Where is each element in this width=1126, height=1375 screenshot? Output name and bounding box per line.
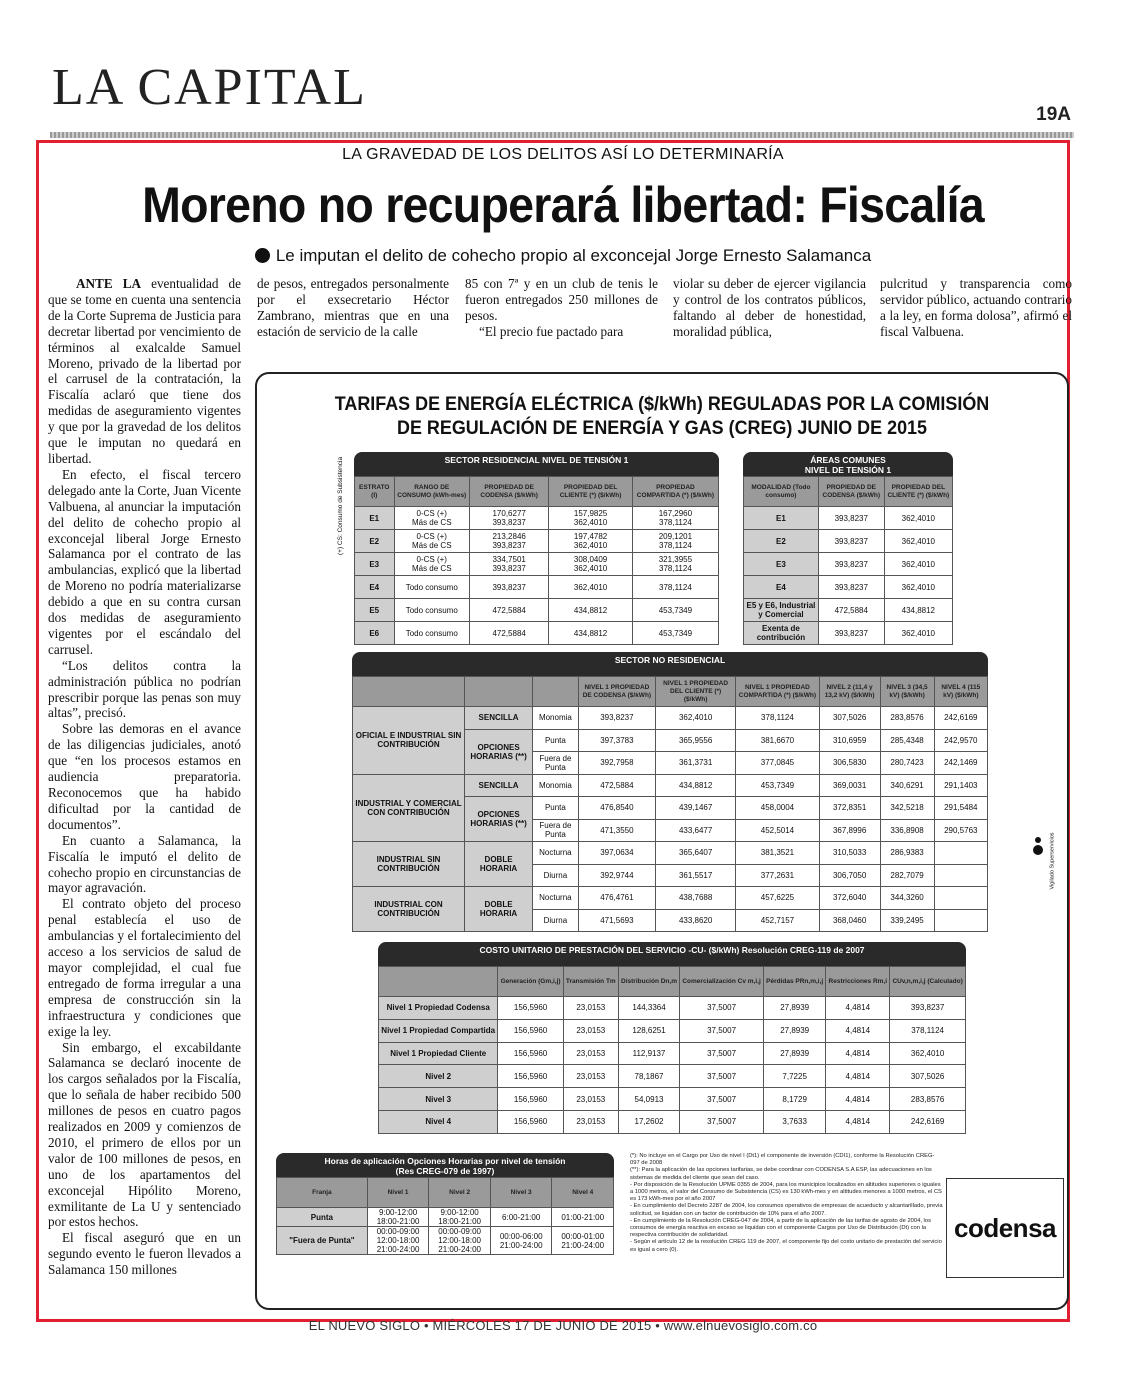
tariff-title: [289, 392, 1034, 440]
hours-table: [276, 1153, 614, 1255]
table-cell: 37,5007: [680, 1065, 764, 1088]
table-cell: 365,9556: [656, 729, 736, 752]
article-headline: Moreno no recuperará libertad: Fiscalía: [142, 177, 984, 233]
table-cell: [934, 864, 987, 887]
table-cell: 361,5517: [656, 864, 736, 887]
table-row: [744, 576, 953, 599]
table-cell: Diurna: [533, 909, 579, 932]
column-header: Nivel 2: [429, 1178, 491, 1208]
table-row: [355, 576, 719, 599]
table-cell: 6:00-21:00: [490, 1208, 552, 1227]
table-cell: 362,4010: [656, 707, 736, 730]
lead-text: eventualidad de que se tome en cuenta una sentencia de la Corte Suprema de Justicia para decretar libertad por vencimiento de términos al exalcalde Samuel Moreno, privado de la libertad por el carrusel de la contratación, la Fiscalía aclaró que tiene dos medidas de aseguramiento vigentes y que por la gravedad de los delitos que le imputan no quedará en libertad.: [48, 276, 241, 466]
table-cell: E2: [744, 530, 819, 553]
table-cell: 397,3783: [578, 729, 655, 752]
article-paragraph: pulcritud y transparencia como servidor público, actuando contrario a la ley, en forma dolosa”, afirmó el fiscal Valbuena.: [880, 276, 1072, 339]
column-header: ESTRATO (I): [355, 477, 395, 507]
option-label: OPCIONES HORARIAS (**): [465, 729, 533, 774]
table-cell: 334,7501 393,8237: [470, 553, 549, 576]
table-cell: 286,9383: [880, 842, 934, 865]
table-cell: 167,2960 378,1124: [632, 507, 718, 530]
column-header: MODALIDAD (Todo consumo): [744, 477, 819, 507]
column-header: [465, 677, 533, 707]
table-cell: 242,9570: [934, 729, 987, 752]
option-label: SENCILLA: [465, 707, 533, 730]
table-cell: 438,7688: [656, 887, 736, 910]
column-header: PROPIEDAD DEL CLIENTE (*) ($/kWh): [549, 477, 632, 507]
table-row: [277, 1227, 614, 1255]
newspaper-masthead: LA CAPITAL: [52, 59, 367, 116]
table-cell: Todo consumo: [394, 576, 470, 599]
table-cell: 0-CS (+) Más de CS: [394, 530, 470, 553]
article-column-4: [673, 276, 866, 342]
table-cell: 54,0913: [618, 1088, 679, 1111]
table-cell: 00:00-09:00 12:00-18:00 21:00-24:00: [367, 1227, 429, 1255]
table-cell: 453,7349: [632, 622, 718, 645]
table-cell: 306,5830: [819, 752, 880, 775]
table-cell: 242,6169: [934, 707, 987, 730]
article-column-2: [257, 276, 449, 342]
table-cell: 156,5960: [498, 1042, 563, 1065]
table-cell: 393,8237: [470, 576, 549, 599]
column-header: NIVEL 1 PROPIEDAD DEL CLIENTE (*) ($/kWh): [656, 677, 736, 707]
sector-label: INDUSTRIAL Y COMERCIAL CON CONTRIBUCIÓN: [353, 774, 465, 842]
table-cell: 9:00-12:00 18:00-21:00: [429, 1208, 491, 1227]
table-cell: 285,4348: [880, 729, 934, 752]
article-column-1: [48, 276, 241, 1310]
table-cell: 344,3260: [880, 887, 934, 910]
table-cell: 156,5960: [498, 1110, 563, 1133]
table-cell: Punta: [533, 729, 579, 752]
article-paragraph: violar su deber de ejercer vigilancia y control de los contratos públicos, faltando al deber de honestidad, moralidad pública,: [673, 276, 866, 339]
non-residential-table: [352, 652, 988, 932]
table-cell: 381,3521: [736, 842, 819, 865]
tariff-notes: [630, 1153, 944, 1254]
table-cell: Monomia: [533, 707, 579, 730]
sector-label: OFICIAL E INDUSTRIAL SIN CONTRIBUCIÓN: [353, 707, 465, 775]
table-cell: Nivel 1 Propiedad Cliente: [379, 1042, 498, 1065]
table-cell: 4,4814: [826, 1110, 890, 1133]
table-cell: E6: [355, 622, 395, 645]
table-cell: 3,7633: [763, 1110, 825, 1133]
table-cell: 362,4010: [884, 622, 952, 645]
table-cell: E4: [355, 576, 395, 599]
column-header: [533, 677, 579, 707]
table-row: [355, 599, 719, 622]
table-cell: 452,7157: [736, 909, 819, 932]
article-paragraph: En cuanto a Salamanca, la Fiscalía le imputó el delito de cohecho propio en circunstancias de mayor agravación.: [48, 832, 241, 896]
lead-caps: ANTE LA: [76, 276, 142, 291]
column-header: Nivel 1: [367, 1178, 429, 1208]
bullet-icon: [255, 248, 270, 263]
table-cell: 242,6169: [890, 1110, 966, 1133]
column-header: Comercialización Cv m,i,j: [680, 967, 764, 997]
table-cell: 00:00-01:00 21:00-24:00: [552, 1227, 614, 1255]
column-header: NIVEL 2 (11,4 y 13,2 kV) ($/kWh): [819, 677, 880, 707]
table-cell: 452,5014: [736, 819, 819, 842]
subhead-text: Le imputan el delito de cohecho propio al exconcejal Jorge Ernesto Salamanca: [275, 246, 872, 265]
table-cell: 362,4010: [549, 576, 632, 599]
table-cell: 310,6959: [819, 729, 880, 752]
table-cell: 4,4814: [826, 1042, 890, 1065]
table-cell: 453,7349: [736, 774, 819, 797]
table-cell: 209,1201 378,1124: [632, 530, 718, 553]
page-number: 19A: [1036, 104, 1071, 125]
table-cell: 144,3364: [618, 997, 679, 1020]
column-header: PROPIEDAD DEL CLIENTE (*) ($/kWh): [884, 477, 952, 507]
table-row: [379, 1019, 966, 1042]
table-row: [379, 1042, 966, 1065]
table-cell: 377,0845: [736, 752, 819, 775]
table-cell: 00:00-09:00 12:00-18:00 21:00-24:00: [429, 1227, 491, 1255]
table-cell: 342,5218: [880, 797, 934, 820]
table-cell: 362,4010: [890, 1042, 966, 1065]
table-cell: E4: [744, 576, 819, 599]
table-row: [353, 842, 988, 865]
article-paragraph: “Los delitos contra la administración pública no podrían prescribir porque las penas son muy altas”, precisó.: [48, 657, 241, 721]
table-cell: 476,8540: [578, 797, 655, 820]
table-cell: 283,8576: [880, 707, 934, 730]
note-line: - En cumplimiento de la Resolución CREG-047 de 2004, a partir de la aplicación de las tarifas de agosto de 2004, los consumos de energía reactiva en exceso se liquidan con el componente Cargos por Uso de Distribución (Dt) con la respectiva contribución de solidaridad.: [630, 1217, 931, 1239]
table-cell: "Fuera de Punta": [277, 1227, 368, 1255]
vigilado-text: Vigilado Superservicios: [1049, 832, 1056, 890]
table-cell: 433,8620: [656, 909, 736, 932]
table-cell: 00:00-06:00 21:00-24:00: [490, 1227, 552, 1255]
article-subhead: [0, 246, 1126, 266]
table-cell: 378,1124: [890, 1019, 966, 1042]
table-caption: Horas de aplicación Opciones Horarias por nivel de tensión (Res CREG-079 de 1997): [276, 1153, 614, 1177]
article-column-3: [465, 276, 658, 342]
table-cell: Punta: [277, 1208, 368, 1227]
table-cell: E1: [744, 507, 819, 530]
column-header: CUv,n,m,i,j (Calculado): [890, 967, 966, 997]
table-cell: 362,4010: [884, 507, 952, 530]
table-row: [379, 997, 966, 1020]
table-cell: 23,0153: [563, 1088, 618, 1111]
table-cell: 393,8237: [890, 997, 966, 1020]
table-cell: 472,5884: [470, 622, 549, 645]
table-cell: 156,5960: [498, 1088, 563, 1111]
table-cell: 434,8812: [549, 622, 632, 645]
table-cell: 367,8996: [819, 819, 880, 842]
table-cell: 9:00-12:00 18:00-21:00: [367, 1208, 429, 1227]
table-cell: 8,1729: [763, 1088, 825, 1111]
table-caption: ÁREAS COMUNES NIVEL DE TENSIÓN 1: [743, 452, 953, 476]
table-row: [355, 622, 719, 645]
unit-cost-table: [378, 942, 966, 1134]
table-cell: 368,0460: [819, 909, 880, 932]
common-areas-table: [743, 452, 953, 645]
table-cell: 170,6277 393,8237: [470, 507, 549, 530]
table-cell: 283,8576: [890, 1088, 966, 1111]
table-cell: 434,8812: [884, 599, 952, 622]
column-header: NIVEL 1 PROPIEDAD COMPARTIDA (*) ($/kWh): [736, 677, 819, 707]
table-cell: 307,5026: [890, 1065, 966, 1088]
table-cell: 434,8812: [549, 599, 632, 622]
table-cell: 4,4814: [826, 1019, 890, 1042]
table-cell: Fuera de Punta: [533, 819, 579, 842]
table-cell: 280,7423: [880, 752, 934, 775]
table-cell: 362,4010: [884, 553, 952, 576]
table-cell: 369,0031: [819, 774, 880, 797]
table-cell: 472,5884: [818, 599, 884, 622]
table-cell: 17,2602: [618, 1110, 679, 1133]
column-header: PROPIEDAD COMPARTIDA (*) ($/kWh): [632, 477, 718, 507]
table-row: [353, 774, 988, 797]
option-label: SENCILLA: [465, 774, 533, 797]
article-paragraph: de pesos, entregados personalmente por el exsecretario Héctor Zambrano, mientras que en una estación de servicio de la calle: [257, 276, 449, 339]
table-cell: Punta: [533, 797, 579, 820]
table-cell: 472,5884: [470, 599, 549, 622]
table-cell: Nocturna: [533, 887, 579, 910]
table-cell: 458,0004: [736, 797, 819, 820]
page-footer: EL NUEVO SIGLO • MIÉRCOLES 17 DE JUNIO DE 2015 • www.elnuevosiglo.com.co: [308, 1318, 818, 1333]
note-line: (**): Para la aplicación de las opciones tarifarias, se debe coordinar con CODENSA S.A ESP, las adecuaciones en los sistemas de medida del cliente que sean del caso.: [630, 1167, 932, 1181]
table-row: [355, 553, 719, 576]
table-cell: E5: [355, 599, 395, 622]
table-cell: 310,5033: [819, 842, 880, 865]
table-cell: 242,1469: [934, 752, 987, 775]
table-cell: E3: [744, 553, 819, 576]
table-cell: 23,0153: [563, 997, 618, 1020]
table-cell: 291,5484: [934, 797, 987, 820]
table-cell: 381,6670: [736, 729, 819, 752]
article-paragraph: El contrato objeto del proceso penal establecía el uso de ambulancias y el fortalecimiento del acceso a los servicios de salud de mayor complejidad, el cual fue entregado de forma irregular a una empresa de construcción sin la infraestructura y condiciones que exige la ley.: [48, 896, 241, 1039]
column-header: Franja: [277, 1178, 368, 1208]
table-cell: 339,2495: [880, 909, 934, 932]
table-cell: Exenta de contribución: [744, 622, 819, 645]
table-cell: E3: [355, 553, 395, 576]
table-cell: 27,8939: [763, 997, 825, 1020]
note-line: - Por disposición de la Resolución UPME 0355 de 2004, para los municipios localizados en altitudes superiores o iguales a 1000 metros, el valor del Consumo de Subsistencia (CS) es 130 kWh-mes y en altitudes menores a 1000 metros, el CS es 173 kWh-mes por el año 2007: [630, 1181, 942, 1203]
sector-label: INDUSTRIAL CON CONTRIBUCIÓN: [353, 887, 465, 932]
article-paragraph: “El precio fue pactado para: [479, 323, 624, 339]
table-cell: 37,5007: [680, 1110, 764, 1133]
table-cell: Nivel 3: [379, 1088, 498, 1111]
masthead-rule: [50, 132, 1074, 138]
table-cell: Nocturna: [533, 842, 579, 865]
table-cell: 362,4010: [884, 530, 952, 553]
option-label: OPCIONES HORARIAS (**): [465, 797, 533, 842]
table-cell: Nivel 4: [379, 1110, 498, 1133]
column-header: NIVEL 3 (34,5 kV) ($/kWh): [880, 677, 934, 707]
vigilado-logo: [1030, 832, 1056, 896]
subsistence-note: (+) CS: Consumo de Subsistencia: [337, 456, 344, 555]
column-header: Nivel 3: [490, 1178, 552, 1208]
table-row: [744, 530, 953, 553]
table-cell: E5 y E6, Industrial y Comercial: [744, 599, 819, 622]
table-cell: 37,5007: [680, 1042, 764, 1065]
table-cell: 439,1467: [656, 797, 736, 820]
table-row: [353, 707, 988, 730]
residential-table: [354, 452, 719, 645]
table-cell: [934, 887, 987, 910]
table-cell: 336,8908: [880, 819, 934, 842]
table-row: [744, 553, 953, 576]
table-cell: 392,7958: [578, 752, 655, 775]
table-cell: 457,6225: [736, 887, 819, 910]
table-cell: 128,6251: [618, 1019, 679, 1042]
table-cell: 307,5026: [819, 707, 880, 730]
column-header: Generación (Gm,i,j): [498, 967, 563, 997]
table-row: [744, 507, 953, 530]
article-paragraph: Sobre las demoras en el avance de las diligencias judiciales, anotó que “en los procesos estamos en audiencia preparatoria. Reconocemos que ha habido dificultad por la cantidad de documentos”.: [48, 721, 241, 832]
table-cell: 7,7225: [763, 1065, 825, 1088]
column-header: Nivel 4: [552, 1178, 614, 1208]
table-cell: E1: [355, 507, 395, 530]
table-cell: 197,4782 362,4010: [549, 530, 632, 553]
table-cell: 393,8237: [818, 622, 884, 645]
table-cell: 321,3955 378,1124: [632, 553, 718, 576]
article-kicker: LA GRAVEDAD DE LOS DELITOS ASÍ LO DETERMINARÍA: [342, 146, 784, 163]
table-cell: [934, 842, 987, 865]
table-cell: Fuera de Punta: [533, 752, 579, 775]
note-line: - Según el artículo 12 de la resolución CREG 119 de 2007, el componente fijo del costo unitario de prestación del servicio es igual a cero (0).: [630, 1239, 942, 1253]
table-caption: SECTOR NO RESIDENCIAL: [352, 652, 988, 676]
tariff-title-line: DE REGULACIÓN DE ENERGÍA Y GAS (CREG) JUNIO DE 2015: [396, 417, 928, 439]
article-paragraph: El fiscal aseguró que en un segundo evento le fueron llevados a Salamanca 150 millones: [48, 1230, 241, 1278]
table-cell: 397,0634: [578, 842, 655, 865]
option-label: DOBLE HORARIA: [465, 887, 533, 932]
table-cell: 157,9825 362,4010: [549, 507, 632, 530]
table-cell: E2: [355, 530, 395, 553]
column-header: NIVEL 1 PROPIEDAD DE CODENSA ($/kWh): [578, 677, 655, 707]
column-header: PROPIEDAD DE CODENSA ($/kWh): [818, 477, 884, 507]
table-cell: 37,5007: [680, 1088, 764, 1111]
table-cell: 0-CS (+) Más de CS: [394, 507, 470, 530]
table-cell: 393,8237: [818, 530, 884, 553]
table-cell: 37,5007: [680, 997, 764, 1020]
table-cell: 213,2846 393,8237: [470, 530, 549, 553]
table-cell: 308,0409 362,4010: [549, 553, 632, 576]
column-header: Transmisión Tm: [563, 967, 618, 997]
table-cell: 472,5884: [578, 774, 655, 797]
table-cell: Monomia: [533, 774, 579, 797]
column-header: NIVEL 4 (115 kV) ($/kWh): [934, 677, 987, 707]
column-header: Pérdidas PRn,m,i,j: [763, 967, 825, 997]
table-cell: 392,9744: [578, 864, 655, 887]
table-cell: Todo consumo: [394, 599, 470, 622]
table-row: [744, 622, 953, 645]
table-row: [277, 1208, 614, 1227]
table-cell: 78,1867: [618, 1065, 679, 1088]
codensa-logo: codensa: [946, 1178, 1064, 1278]
table-cell: 27,8939: [763, 1019, 825, 1042]
table-row: [744, 599, 953, 622]
option-label: DOBLE HORARIA: [465, 842, 533, 887]
table-cell: 362,4010: [884, 576, 952, 599]
tariff-title-line: TARIFAS DE ENERGÍA ELÉCTRICA ($/kWh) REGULADAS POR LA COMISIÓN: [334, 393, 990, 415]
table-cell: 378,1124: [632, 576, 718, 599]
table-cell: 471,3550: [578, 819, 655, 842]
article-paragraph: 85 con 7ª y en un club de tenis le fueron entregados 250 millones de pesos.: [465, 276, 658, 323]
column-header: [353, 677, 465, 707]
table-cell: 453,7349: [632, 599, 718, 622]
sector-label: INDUSTRIAL SIN CONTRIBUCIÓN: [353, 842, 465, 887]
column-header: PROPIEDAD DE CODENSA ($/kWh): [470, 477, 549, 507]
table-row: [355, 507, 719, 530]
table-cell: Nivel 2: [379, 1065, 498, 1088]
column-header: RANGO DE CONSUMO (kWh-mes): [394, 477, 470, 507]
table-cell: 306,7050: [819, 864, 880, 887]
table-cell: 290,5763: [934, 819, 987, 842]
table-cell: 291,1403: [934, 774, 987, 797]
table-cell: 393,8237: [818, 553, 884, 576]
note-line: (*): No incluye en el Cargo por Uso de nivel I (Dt1) el componente de inversión (CDI1), conforme la Resolución CREG-097 de 2008: [630, 1153, 935, 1167]
table-cell: 433,6477: [656, 819, 736, 842]
table-cell: 27,8939: [763, 1042, 825, 1065]
table-row: [379, 1088, 966, 1111]
table-cell: 365,6407: [656, 842, 736, 865]
note-line: - En cumplimiento del Decreto 2287 de 2004, los consumos operativos de empresas de acueducto y alcantarillado, previa solicitud, se liquidan con un factor de contribución de 10% para el año 2007.: [630, 1203, 943, 1217]
table-cell: 471,5693: [578, 909, 655, 932]
article-lead: [48, 276, 241, 467]
table-cell: 476,4761: [578, 887, 655, 910]
table-cell: 4,4814: [826, 997, 890, 1020]
table-cell: 156,5960: [498, 1065, 563, 1088]
table-cell: 434,8812: [656, 774, 736, 797]
article-column-5: [880, 276, 1072, 342]
table-cell: 393,8237: [578, 707, 655, 730]
table-cell: Nivel 1 Propiedad Codensa: [379, 997, 498, 1020]
table-cell: 372,8351: [819, 797, 880, 820]
table-cell: 23,0153: [563, 1042, 618, 1065]
article-paragraph: Sin embargo, el excabildante Salamanca se declaró inocente de los cargos señalados por la Fiscalía, que lo señala de haber recibido 500 millones de pesos en cuatro pagos realizados en 2009 y comienzos de 2010, el primero de ellos por un valor de 100 millones de pesos, en uno de los apartamentos del exconcejal Hipólito Moreno, exmilitante de La U y sentenciado por estos hechos.: [48, 1039, 241, 1230]
table-row: [355, 530, 719, 553]
table-cell: 112,9137: [618, 1042, 679, 1065]
table-cell: 393,8237: [818, 507, 884, 530]
table-cell: 372,6040: [819, 887, 880, 910]
table-cell: 340,6291: [880, 774, 934, 797]
table-row: [379, 1065, 966, 1088]
table-cell: Todo consumo: [394, 622, 470, 645]
table-cell: 23,0153: [563, 1110, 618, 1133]
table-cell: 37,5007: [680, 1019, 764, 1042]
table-cell: 156,5960: [498, 1019, 563, 1042]
table-cell: 282,7079: [880, 864, 934, 887]
table-cell: 361,3731: [656, 752, 736, 775]
article-paragraph: En efecto, el fiscal tercero delegado ante la Corte, Juan Vicente Valbuena, al anunciar la imputación del delito de cohecho propio al exconcejal liberal Jorge Ernesto Salamanca por el contrato de las ambulancias, explicó que la libertad de Moreno no podría materializarse debido a que en su contra cursan dos medidas de aseguramiento vigentes por el escándalo del carrusel.: [48, 466, 241, 657]
table-caption: SECTOR RESIDENCIAL NIVEL DE TENSIÓN 1: [354, 452, 719, 476]
table-cell: Diurna: [533, 864, 579, 887]
table-cell: 4,4814: [826, 1088, 890, 1111]
table-cell: [934, 909, 987, 932]
table-cell: 4,4814: [826, 1065, 890, 1088]
table-cell: Nivel 1 Propiedad Compartida: [379, 1019, 498, 1042]
table-cell: 377,2631: [736, 864, 819, 887]
table-cell: 01:00-21:00: [552, 1208, 614, 1227]
vigilado-icon: [1030, 836, 1046, 856]
table-cell: 23,0153: [563, 1065, 618, 1088]
column-header: Distribución Dn,m: [618, 967, 679, 997]
table-cell: 156,5960: [498, 997, 563, 1020]
table-row: [379, 1110, 966, 1133]
table-row: [353, 887, 988, 910]
table-cell: 23,0153: [563, 1019, 618, 1042]
table-cell: 0-CS (+) Más de CS: [394, 553, 470, 576]
table-caption: COSTO UNITARIO DE PRESTACIÓN DEL SERVICIO -CU- ($/kWh) Resolución CREG-119 de 2007: [378, 942, 966, 966]
column-header: Restricciones Rm,i: [826, 967, 890, 997]
column-header: [379, 967, 498, 997]
table-cell: 378,1124: [736, 707, 819, 730]
table-cell: 393,8237: [818, 576, 884, 599]
